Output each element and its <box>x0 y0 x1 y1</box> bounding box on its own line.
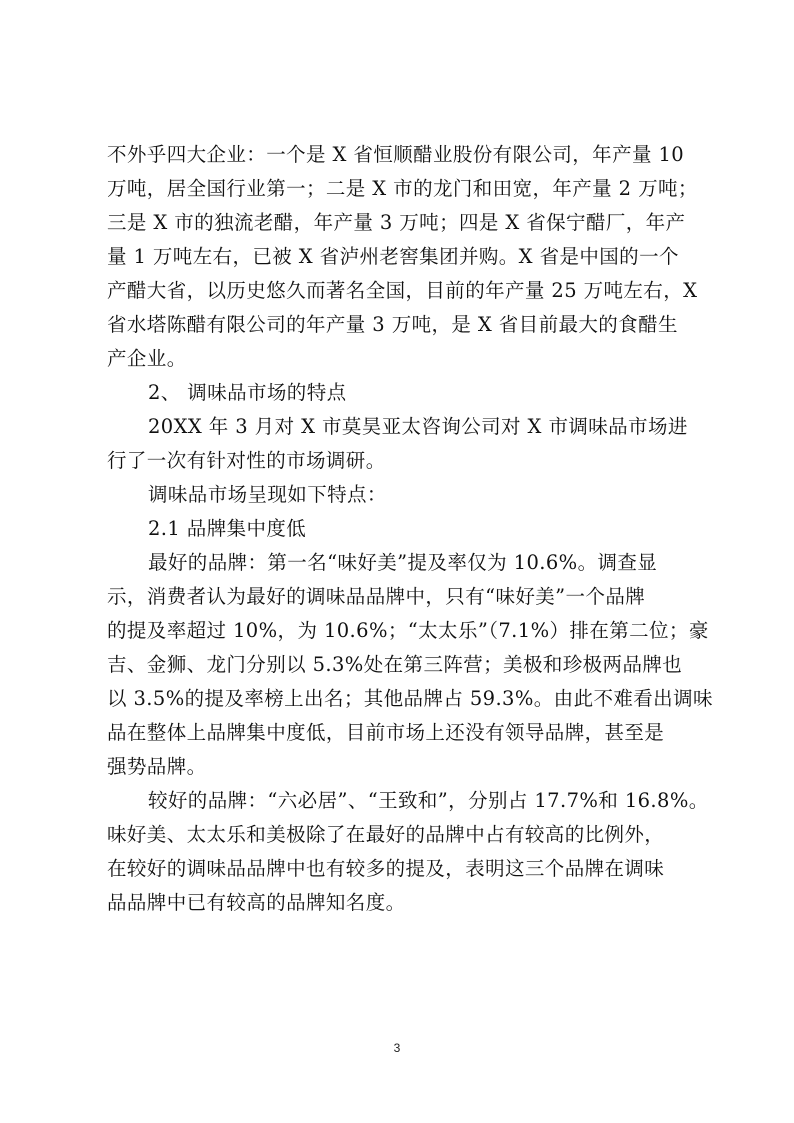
text-line: 量 1 万吨左右，已被 X 省泸州老窖集团并购。X 省是中国的一个 <box>107 245 679 268</box>
text-line: 味好美、太太乐和美极除了在最好的品牌中占有较高的比例外， <box>107 823 665 846</box>
page-number: 3 <box>393 1041 401 1055</box>
text-line: 不外乎四大企业：一个是 X 省恒顺醋业股份有限公司，年产量 10 <box>107 143 685 166</box>
text-line: 较好的品牌：“六必居”、“王致和”，分别占 17.7%和 16.8%。 <box>148 789 709 812</box>
text-line: 省水塔陈醋有限公司的年产量 3 万吨，是 X 省目前最大的食醋生 <box>107 313 678 336</box>
text-line: 在较好的调味品品牌中也有较多的提及，表明这三个品牌在调味 <box>107 857 665 880</box>
text-line: 强势品牌。 <box>107 755 207 778</box>
text-line: 三是 X 市的独流老醋，年产量 3 万吨；四是 X 省保宁醋厂，年产 <box>107 211 686 234</box>
text-line: 吉、金狮、龙门分别以 5.3%处在第三阵营；美极和珍极两品牌也 <box>107 653 683 676</box>
text-line: 产醋大省，以历史悠久而著名全国，目前的年产量 25 万吨左右，X <box>107 279 698 302</box>
subsection-heading: 2.1 品牌集中度低 <box>148 517 307 540</box>
section-heading: 2、 调味品市场的特点 <box>148 381 347 404</box>
text-line: 产企业。 <box>107 347 187 370</box>
text-line: 品品牌中已有较高的品牌知名度。 <box>107 891 406 914</box>
text-line: 以 3.5%的提及率榜上出名；其他品牌占 59.3%。由此不难看出调味 <box>107 687 713 710</box>
text-line: 的提及率超过 10%，为 10.6%；“太太乐”（7.1%）排在第二位；豪 <box>107 619 709 642</box>
text-line: 20XX 年 3 月对 X 市莫昊亚太咨询公司对 X 市调味品市场进 <box>148 415 688 438</box>
text-line: 示，消费者认为最好的调味品品牌中，只有“味好美”一个品牌 <box>107 585 646 608</box>
text-line: 行了一次有针对性的市场调研。 <box>107 449 386 472</box>
text-line: 万吨，居全国行业第一；二是 X 市的龙门和田宽，年产量 2 万吨； <box>107 177 698 200</box>
document-body <box>107 138 717 920</box>
text-line: 调味品市场呈现如下特点： <box>148 483 387 506</box>
text-line: 品在整体上品牌集中度低，目前市场上还没有领导品牌，甚至是 <box>107 721 665 744</box>
text-line: 最好的品牌：第一名“味好美”提及率仅为 10.6%。调查显 <box>148 551 658 574</box>
